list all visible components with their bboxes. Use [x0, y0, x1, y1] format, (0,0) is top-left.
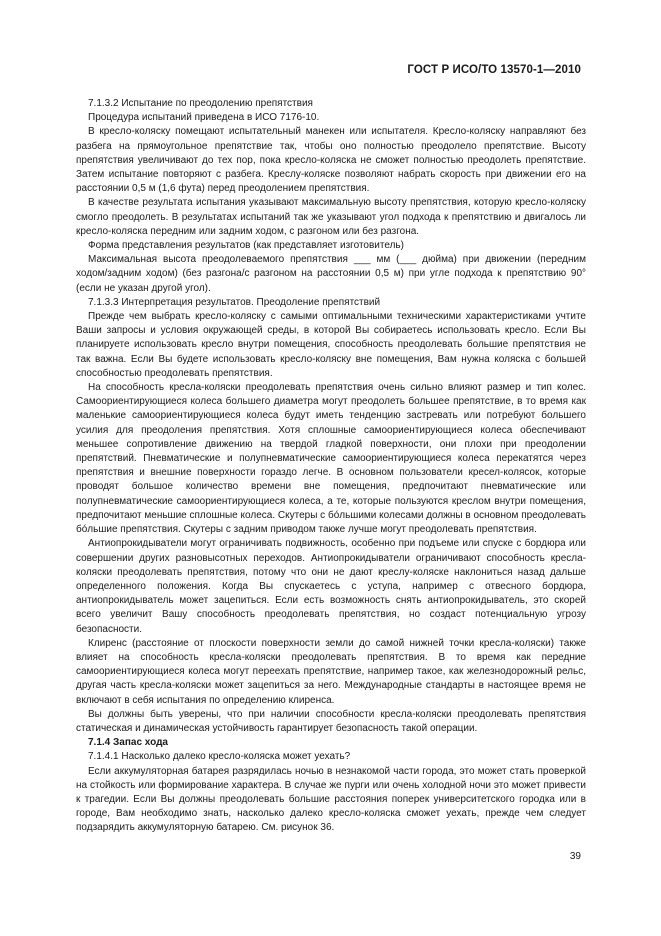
paragraph: Клиренс (расстояние от плоскости поверхности земли до самой нижней точки кресла-коляски) также влияет на способность кресла-коляски преодолевать препятствия. В то время как передние самоориентирующиеся колеса могут переехать препятствие, например такое, как железнодорожный рельс, другая часть кресла-коляски может зацепиться за него. Международные стандарты в настоящее время не включают в себя испытания по определению клиренса. — [76, 637, 586, 706]
paragraph: Вы должны быть уверены, что при наличии способности кресла-коляски преодолевать препятствия статическая и динамическая устойчивость гарантирует безопасность такой операции. — [76, 708, 586, 734]
section-heading: 7.1.3.2 Испытание по преодолению препятствия — [88, 98, 313, 109]
paragraph: Антиопрокидыватели могут ограничивать подвижность, особенно при подъеме или спуске с бордюра или совершении других разновысотных переходов. Антиопрокидыватели ограничивают способность кресла-коляски преодолевать препятствия, потому что они не дают креслу-коляске наклониться назад дальше определенного положения. Когда Вы спускаетесь с уступа, например с отвесного бордюра, антиопрокидыватель может зацепиться. Если есть возможность снять антиопрокидыватель, это скорей всего увеличит Вашу способность преодолевать препятствия, но создаст потенциальную угрозу безопасности. — [76, 538, 586, 635]
paragraph: Форма представления результатов (как представляет изготовитель) — [88, 240, 404, 252]
section-heading-bold: 7.1.4 Запас хода — [88, 737, 168, 749]
paragraph: На способность кресла-коляски преодолевать препятствия очень сильно влияют размер и тип колес. Самоориентирующиеся колеса большего диаметра могут преодолеть большее препятствие, в то время как маленькие самоориентирующиеся колеса будут иметь тенденцию застревать или потребуют большего усилия для преодоления препятствия. Хотя сплошные самоориентирующиеся колеса обеспечивают меньшее сопротивление движению на твердой гладкой поверхности, они плохи при преодолении препятствий. Пневматические и полупневматические самоориентирующиеся колеса перекатятся через препятствия и внешние поверхности гораздо легче. В основном пользователи кресел-колясок, которые проводят большое количество времени вне помещения, предпочитают пневматические или полупневматические самоориентирующиеся колеса, а те, которые пользуются креслом внутри помещения, предпочитают меньшие сплошные колеса. Скутеры с бóльшими колесами должны в основном преодолевать бóльшие препятствия. Скутеры с задним приводом также лучше могут преодолевать препятствия. — [76, 382, 586, 536]
paragraph: Если аккумуляторная батарея разрядилась ночью в незнакомой части города, это может стать проверкой на стойкость или формирование характера. В случае же пурги или очень холодной ночи это может привести к трагедии. Если Вы должны преодолевать большие расстояния поперек университетского городка или в городе, Вам необходимо знать, насколько далеко кресло-коляска сможет уехать, прежде чем следует подзарядить аккумуляторную батарею. См. рисунок 36. — [76, 765, 586, 834]
document-header: ГОСТ Р ИСО/ТО 13570-1—2010 — [407, 64, 581, 76]
section-heading: 7.1.3.3 Интерпретация результатов. Преодоление препятствий — [88, 296, 381, 308]
paragraph: В качестве результата испытания указывают максимальную высоту препятствия, которую кресло-коляску смогло преодолеть. В результатах испытаний так же указывают угол подхода к препятствию и двигалось ли кресло-коляска передним или задним ходом, с разгоном или без разгона. — [76, 197, 586, 237]
document-body — [76, 97, 586, 836]
paragraph: Максимальная высота преодолеваемого препятствия ___ мм (___ дюйма) при движении (передним ходом/задним ходом) (без разгона/с разгоном на расстоянии 0,5 м) при угле подхода к препятствию 90° (если не указан другой угол). — [76, 254, 586, 294]
paragraph: В кресло-коляску помещают испытательный манекен или испытателя. Кресло-коляску направляют без разбега на прямоугольное препятствие так, чтобы оно полностью преодолело препятствие. Высоту препятствия увеличивают до тех пор, пока кресло-коляска не сможет полностью преодолеть препятствие. Затем испытание повторяют с разбега. Креслу-коляске позволяют набрать скорость при движении его на расстоянии 0,5 м (1,6 фута) перед преодолением препятствия. — [76, 126, 586, 195]
page-number: 39 — [569, 851, 581, 862]
section-heading: 7.1.4.1 Насколько далеко кресло-коляска может уехать? — [88, 751, 351, 763]
paragraph: Процедура испытаний приведена в ИСО 7176-10. — [88, 112, 320, 124]
paragraph: Прежде чем выбрать кресло-коляску с самыми оптимальными техническими характеристиками учтите Ваши запросы и условия окружающей среды, в которой Вы собираетесь использовать кресло. Если Вы планируете использовать кресло внутри помещения, способность преодолевать большие препятствия не так важна. Если Вы будете использовать кресло-коляску вне помещения, Вам нужна коляска с большей способностью преодолевать препятствия. — [76, 311, 586, 379]
